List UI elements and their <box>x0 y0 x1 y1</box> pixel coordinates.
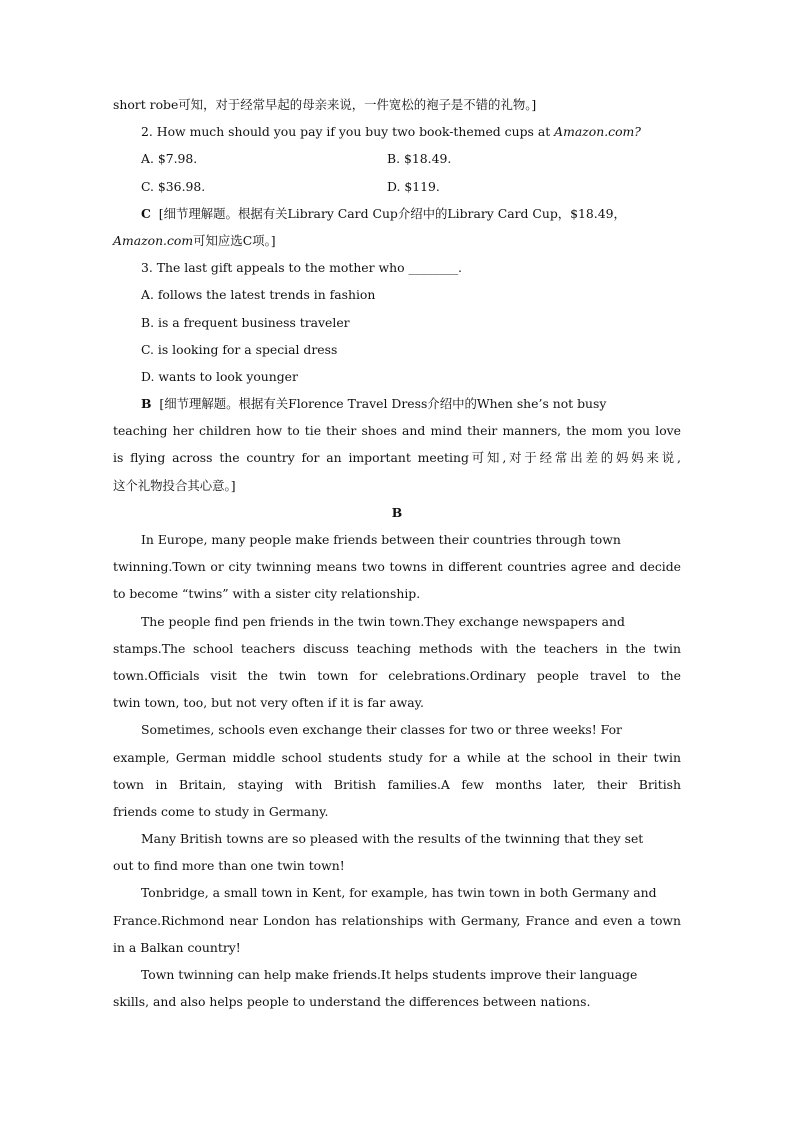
q3-option-b: B. is a frequent business traveler <box>141 314 350 330</box>
q3-option-d: D. wants to look younger <box>141 368 298 384</box>
q2-stem-italic: Amazon.com? <box>554 124 641 140</box>
q2-explanation-text-2: 可知应选C项。] <box>193 232 276 248</box>
q3-option-c: C. is looking for a special dress <box>141 341 338 357</box>
q2-option-a: A. $7.98. <box>141 151 198 167</box>
q3-answer-letter: B <box>141 396 152 412</box>
b-p2-line-4: twin town, too, but not very often if it is far away. <box>113 695 424 711</box>
q2-answer-letter: C <box>141 205 151 221</box>
b-p1-line-2: twinning.Town or city twinning means two towns in different countries agree and decide <box>113 559 681 575</box>
q2-explanation-line-1 <box>113 200 681 227</box>
b-p2-line-3: town.Officials visit the twin town for celebrations.Ordinary people travel to the <box>113 667 681 683</box>
b-p3-line-3: town in Britain, staying with British families.A few months later, their British <box>113 776 681 792</box>
q2-options-row-1 <box>113 145 681 172</box>
q3-option-a: A. follows the latest trends in fashion <box>141 287 376 303</box>
q2-option-b: B. $18.49. <box>387 151 452 167</box>
document-page <box>113 91 681 1015</box>
q2-option-c: C. $36.98. <box>141 178 206 194</box>
b-p2-line-2: stamps.The school teachers discuss teaching methods with the teachers in the twin <box>113 640 681 656</box>
b-p3-line-2: example, German middle school students study for a while at the school in their twin <box>113 749 681 765</box>
b-p5-line-3: in a Balkan country! <box>113 939 241 955</box>
q3-explanation-line-4: 这个礼物投合其心意。] <box>113 477 236 493</box>
q3-explanation-line-2: teaching her children how to tie their shoes and mind their manners, the mom you love <box>113 423 681 439</box>
q2-explanation-text-1: [细节理解题。根据有关Library Card Cup介绍中的Library Card Cup，$18.49， <box>158 205 626 221</box>
b-p1-line-3: to become “twins” with a sister city relationship. <box>113 586 421 602</box>
b-p4-line-2: out to find more than one twin town! <box>113 858 345 874</box>
q3-explanation-text-1: [细节理解题。根据有关Florence Travel Dress介绍中的When she’s not busy <box>159 396 607 412</box>
q2-explanation-line-2 <box>113 227 681 254</box>
q1-explanation-tail: short robe可知，对于经常早起的母亲来说，一件宽松的袍子是不错的礼物。] <box>113 97 537 112</box>
b-p2-line-1: The people find pen friends in the twin town.They exchange newspapers and <box>141 613 625 629</box>
b-p3-line-1: Sometimes, schools even exchange their classes for two or three weeks! For <box>141 722 622 738</box>
q2-options-row-2 <box>113 173 681 200</box>
q2-stem <box>113 118 681 145</box>
b-p3-line-4: friends come to study in Germany. <box>113 803 329 819</box>
b-p5-line-2: France.Richmond near London has relationships with Germany, France and even a town <box>113 912 681 928</box>
b-p6-line-2: skills, and also helps people to understand the differences between nations. <box>113 994 591 1010</box>
q2-option-d: D. $119. <box>387 178 440 194</box>
q3-explanation-line-3: is flying across the country for an important meeting可知,对于经常出差的妈妈来说, <box>113 450 681 466</box>
q3-explanation-line-1 <box>113 390 681 417</box>
b-p5-line-1: Tonbridge, a small town in Kent, for example, has twin town in both Germany and <box>141 885 657 901</box>
section-b-heading: B <box>391 504 403 520</box>
q3-stem: 3. The last gift appeals to the mother who ________. <box>141 260 462 276</box>
b-p4-line-1: Many British towns are so pleased with the results of the twinning that they set <box>141 831 644 847</box>
q2-explanation-italic: Amazon.com <box>113 232 194 248</box>
b-p6-line-1: Town twinning can help make friends.It helps students improve their language <box>141 967 638 982</box>
b-p1-line-1: In Europe, many people make friends between their countries through town <box>141 532 621 547</box>
q2-stem-text: 2. How much should you pay if you buy two book-themed cups at <box>141 124 555 140</box>
